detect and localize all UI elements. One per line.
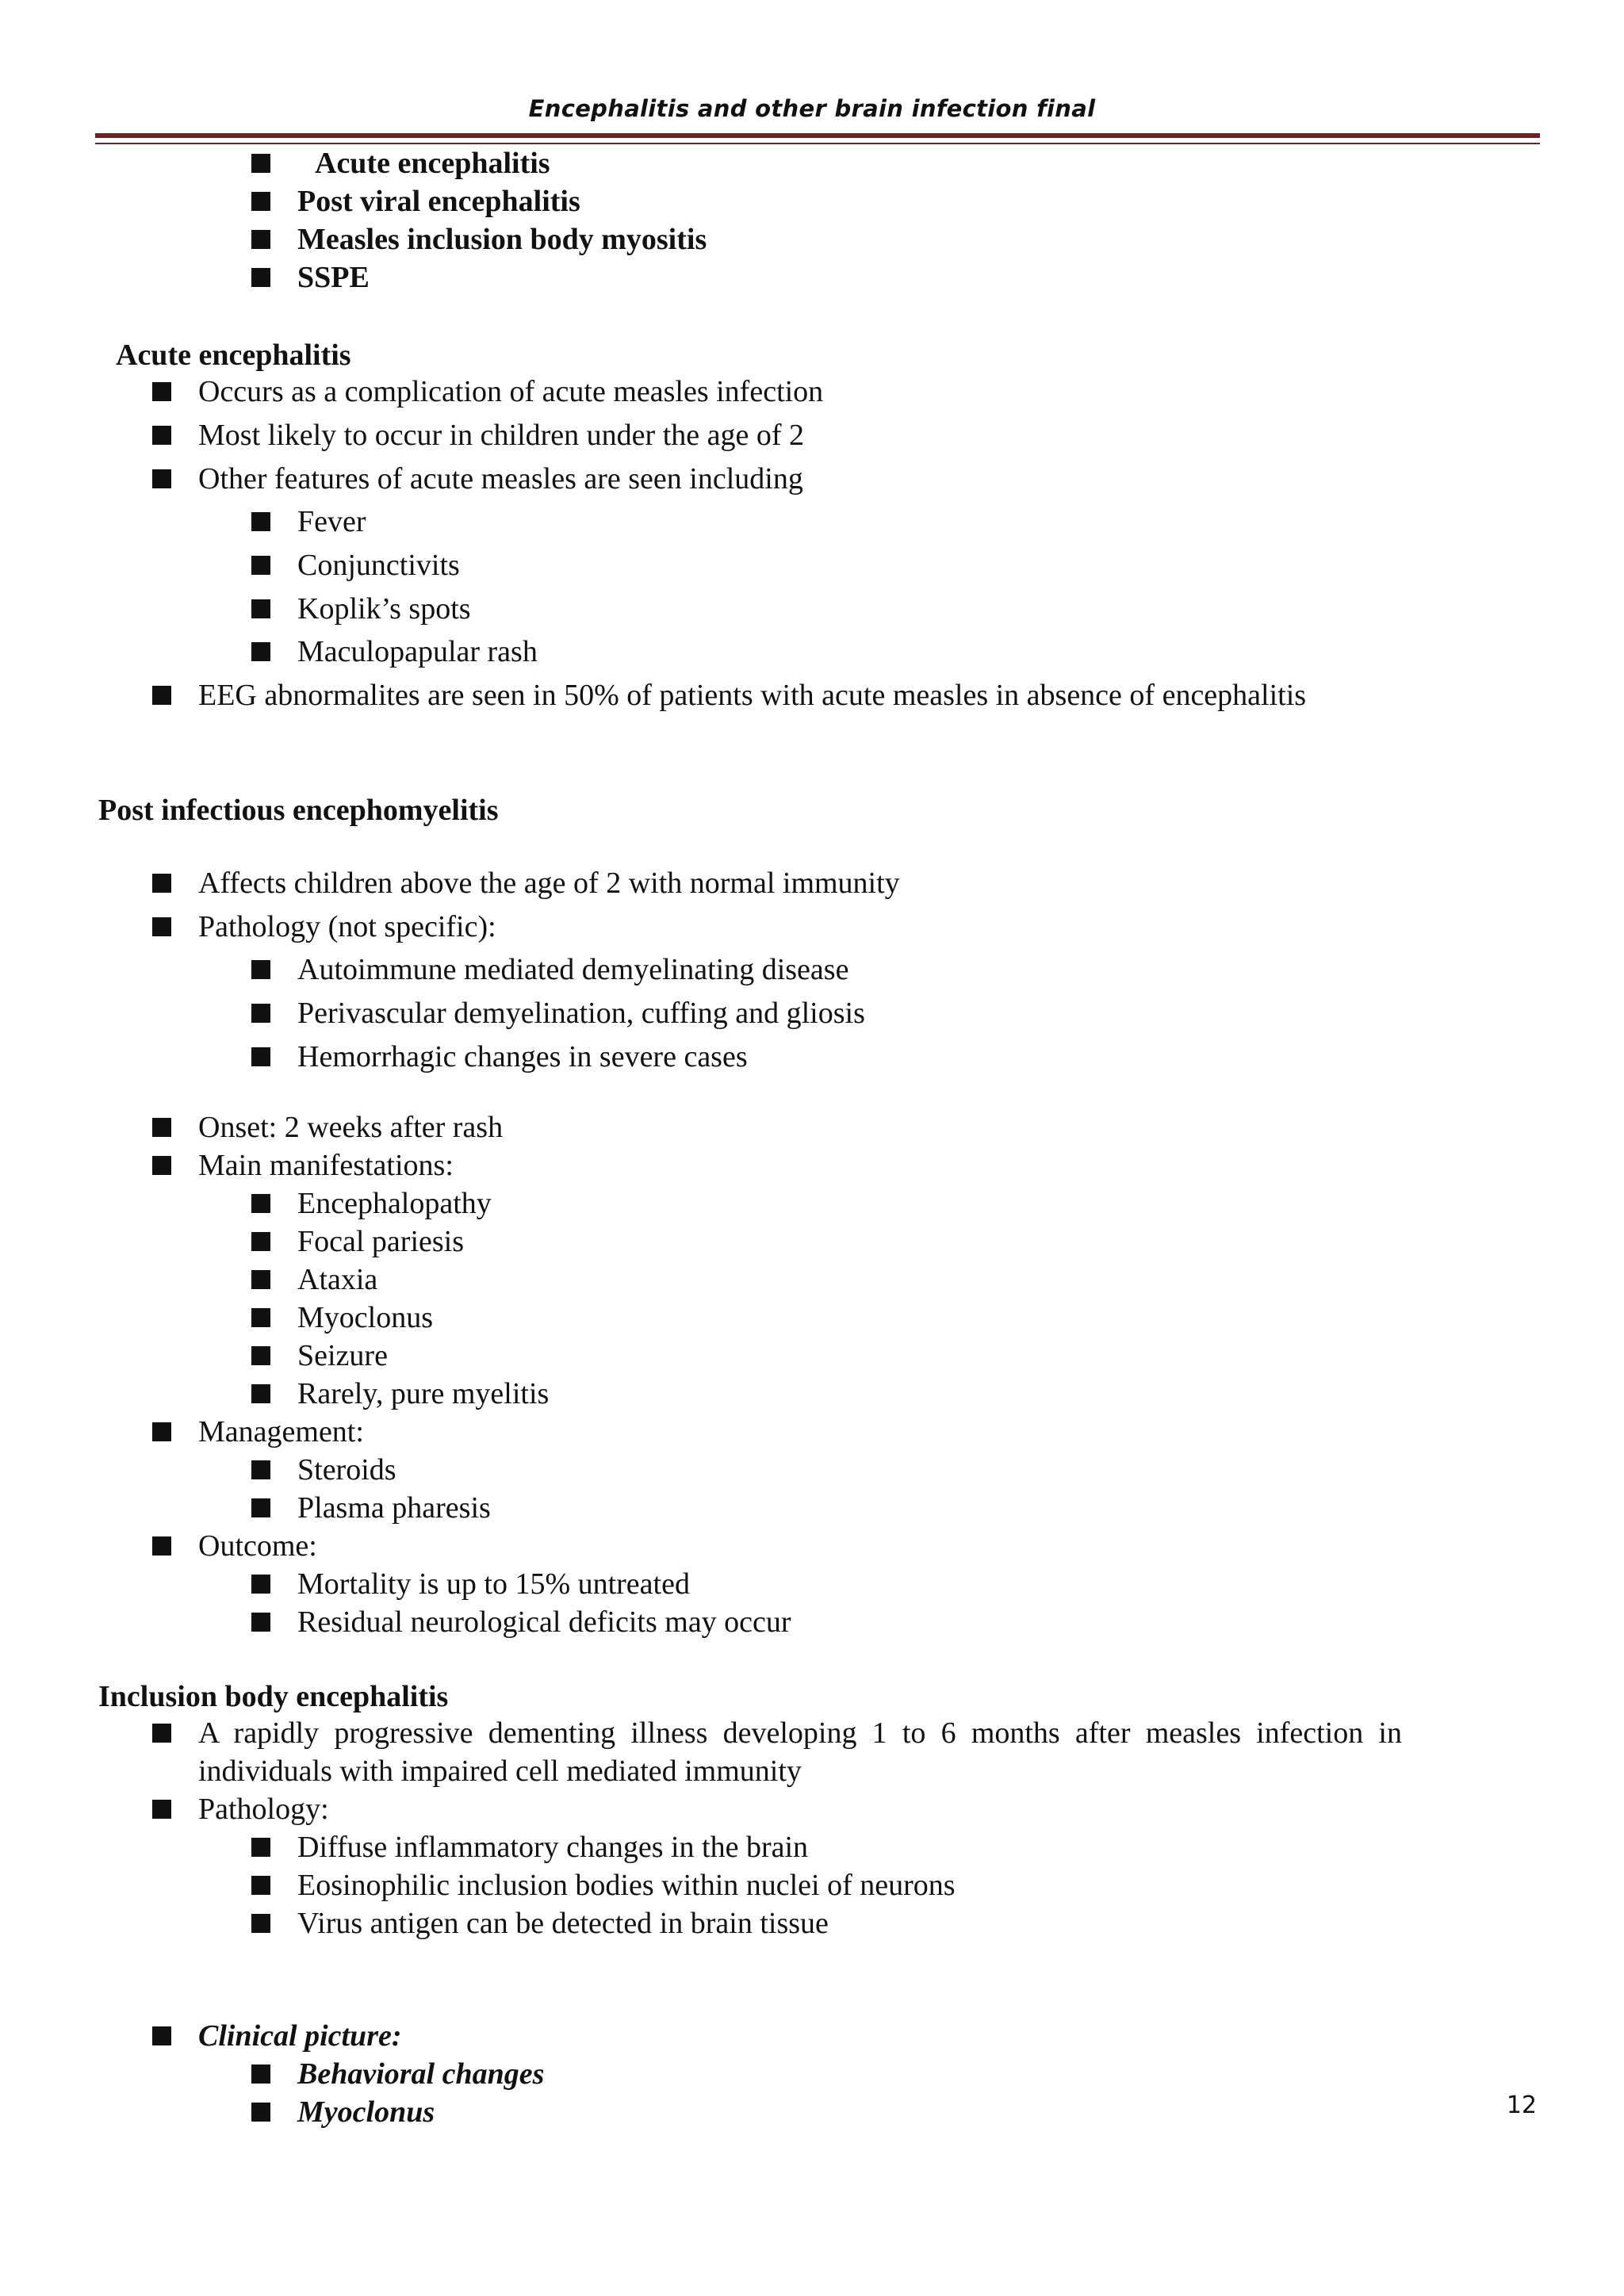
sub-item: Hemorrhagic changes in severe cases: [297, 1040, 748, 1073]
sub-item: Autoimmune mediated demyelinating disease: [297, 953, 849, 986]
bullet: [152, 426, 171, 445]
list-item: Other features of acute measles are seen including: [198, 462, 803, 496]
bullet: [152, 2026, 171, 2045]
sub-item: Myoclonus: [297, 1301, 433, 1334]
sub-bullet: [251, 2064, 270, 2084]
header-rule-thin: [95, 143, 1540, 144]
sub-bullet: [251, 2103, 270, 2122]
sub-bullet: [251, 1194, 270, 1213]
list-item: Most likely to occur in children under the age of 2: [198, 419, 805, 452]
sub-item: Eosinophilic inclusion bodies within nuclei of neurons: [297, 1869, 956, 1902]
sub-bullet: [251, 1346, 270, 1365]
intro-bullet: [251, 230, 270, 249]
intro-item: Acute encephalitis: [315, 147, 550, 180]
bullet: [152, 874, 171, 893]
list-item: EEG abnormalites are seen in 50% of patients with acute measles in absence of encephalitis: [198, 679, 1307, 712]
sub-bullet: [251, 960, 270, 979]
sub-bullet: [251, 1384, 270, 1403]
intro-bullet: [251, 268, 270, 287]
sub-bullet: [251, 1914, 270, 1933]
sub-bullet: [251, 1047, 270, 1066]
sub-item: Encephalopathy: [297, 1187, 492, 1220]
intro-item: Measles inclusion body myositis: [297, 223, 707, 256]
sub-item: Focal pariesis: [297, 1225, 465, 1258]
bullet: [152, 1536, 171, 1556]
sub-bullet: [251, 512, 270, 531]
bullet: [152, 1156, 171, 1175]
bullet: [152, 917, 171, 936]
sub-item: Virus antigen can be detected in brain tissue: [297, 1907, 829, 1940]
sub-item: Seizure: [297, 1339, 388, 1372]
sub-item: Behavioral changes: [297, 2057, 545, 2091]
sub-item: Maculopapular rash: [297, 635, 538, 668]
bullet: [152, 1800, 171, 1819]
sub-bullet: [251, 1575, 270, 1594]
list-item: Clinical picture:: [198, 2019, 402, 2053]
sub-item: Ataxia: [297, 1263, 378, 1296]
page-number: 12: [1506, 2091, 1537, 2119]
sub-item: Rarely, pure myelitis: [297, 1377, 550, 1410]
sub-item: Residual neurological deficits may occur: [297, 1605, 791, 1639]
header-rule: [95, 133, 1540, 138]
sub-bullet: [251, 1004, 270, 1023]
sub-bullet: [251, 1460, 270, 1479]
sub-bullet: [251, 1232, 270, 1251]
sub-item: Myoclonus: [297, 2095, 435, 2129]
list-item: Outcome:: [198, 1529, 317, 1563]
intro-item: SSPE: [297, 261, 370, 294]
list-item: Occurs as a complication of acute measles infection: [198, 375, 824, 408]
bullet: [152, 1118, 171, 1137]
list-item: A rapidly progressive dementing illness developing 1 to 6 months after measles infection in individuals with impaired cell mediated immunity: [198, 1716, 1402, 1788]
sub-bullet: [251, 556, 270, 575]
bullet: [152, 469, 171, 488]
bullet: [152, 1724, 171, 1743]
section-heading-acute: Acute encephalitis: [116, 339, 351, 372]
sub-item: Conjunctivits: [297, 549, 460, 582]
intro-bullet: [251, 154, 270, 173]
list-item: Pathology:: [198, 1793, 329, 1826]
section-heading-inclusion: Inclusion body encephalitis: [98, 1680, 449, 1713]
section-heading-post: Post infectious encephomyelitis: [98, 794, 499, 827]
sub-bullet: [251, 1876, 270, 1895]
sub-bullet: [251, 1498, 270, 1517]
sub-bullet: [251, 599, 270, 618]
sub-item: Perivascular demyelination, cuffing and gliosis: [297, 997, 865, 1030]
intro-item: Post viral encephalitis: [297, 185, 580, 218]
sub-item: Steroids: [297, 1453, 396, 1487]
list-item: Pathology (not specific):: [198, 910, 496, 943]
list-item: Onset: 2 weeks after rash: [198, 1111, 504, 1144]
sub-item: Mortality is up to 15% untreated: [297, 1567, 690, 1601]
list-item: Affects children above the age of 2 with normal immunity: [198, 867, 900, 900]
sub-bullet: [251, 1308, 270, 1327]
bullet: [152, 382, 171, 401]
sub-item: Diffuse inflammatory changes in the brain: [297, 1831, 809, 1864]
bullet: [152, 1422, 171, 1441]
list-item: Main manifestations:: [198, 1149, 454, 1182]
sub-bullet: [251, 642, 270, 661]
sub-bullet: [251, 1613, 270, 1632]
sub-bullet: [251, 1270, 270, 1289]
sub-bullet: [251, 1838, 270, 1857]
list-item: Management:: [198, 1415, 364, 1448]
sub-item: Plasma pharesis: [297, 1491, 491, 1525]
sub-item: Fever: [297, 505, 366, 538]
bullet: [152, 686, 171, 705]
intro-bullet: [251, 192, 270, 211]
sub-item: Koplik’s spots: [297, 592, 471, 626]
page-header-title: Encephalitis and other brain infection final: [528, 95, 1096, 122]
